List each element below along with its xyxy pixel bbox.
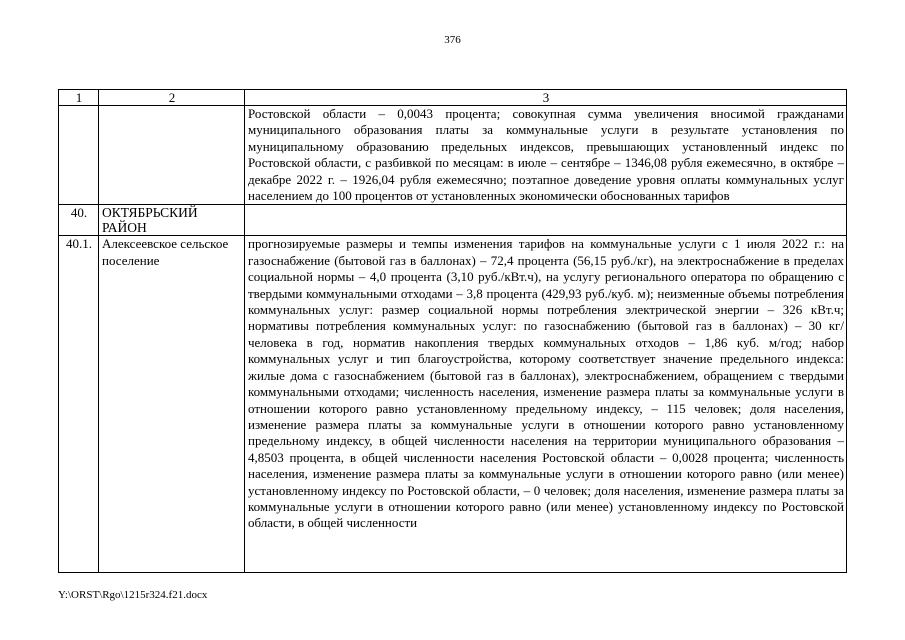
row-text: [245, 205, 847, 236]
settlement-name: Алексеевское сельское поселение: [99, 236, 245, 573]
header-col-3: 3: [245, 90, 847, 106]
row-text: прогнозируемые размеры и темпы изменения тарифов на коммунальные услуги с 1 июля 2022 г.: на газоснабжение (бытовой газ в баллонах) – 72,4 процента (56,15 руб./кг), на электроснабжение в пределах социальной нормы – 4,0 процента (3,10 руб./кВт.ч), на услугу регионального оператора по обращению с твердыми коммунальными отходами – 3,8 процента (429,93 руб./куб. м); неизменные объемы потребления коммунальных услуг: размер социальной нормы потребления электрической энергии – 326 кВт.ч; нормативы потребления коммунальных услуг: по газоснабжению (бытовой газ в баллонах) – 30 кг/человека в год, норматив накопления твердых коммунальных отходов – 1,86 куб. м/год; набор коммунальных услуг и тип благоустройства, которому соответствует значение предельного индекса: жилые дома с газоснабжением (бытовой газ в баллонах), электроснабжением, обращением с твердыми коммунальными отходами; численность населения, изменение размера платы за коммунальные услуги в отношении которого равно установленному предельному индексу, – 115 человек; доля населения, изменение размера платы за коммунальные услуги в отношении которого равно установленному предельному индексу, в общей численности населения на территории муниципального образования – 4,8503 процента, в общей численности населения Ростовской области – 0,0028 процента; численность населения, изменение размера платы за коммунальные услуги в отношении которого равно (или менее) установленному индексу по Ростовской области, – 0 человек; доля населения, изменение размера платы за коммунальные услуги в отношении которого равно (или менее) установленному индексу по Ростовской области, в общей численности: [248, 236, 844, 531]
district-name: ОКТЯБРЬСКИЙ РАЙОН: [99, 205, 245, 236]
settlement-name: [99, 106, 245, 205]
table-row: [59, 236, 847, 573]
row-text: Ростовской области – 0,0043 процента; совокупная сумма увеличения вносимой гражданами муниципального образования платы за коммунальные услуги в результате установления по муниципальному образованию предельных индексов, превышающих установленный индекс по Ростовской области, с разбивкой по месяцам: в июле – сентябре – 1346,08 рубля ежемесячно, в октябре – декабре 2022 г. – 1926,04 рубля ежемесячно; поэтапное доведение уровня оплаты коммунальных услуг населением до 100 процентов от установленных экономически обоснованных тарифов: [245, 106, 847, 205]
page-number: 376: [444, 34, 461, 46]
tariff-table: [58, 89, 847, 573]
table-row: [59, 106, 847, 205]
table-header-row: [59, 90, 847, 106]
row-number: [59, 106, 99, 205]
table-row: [59, 205, 847, 236]
header-col-1: 1: [59, 90, 99, 106]
row-number: 40.1.: [59, 236, 99, 573]
row-text-cell: [245, 236, 847, 573]
row-number: 40.: [59, 205, 99, 236]
footer-file-path: Y:\ORST\Rgo\1215r324.f21.docx: [58, 589, 208, 601]
header-col-2: 2: [99, 90, 245, 106]
